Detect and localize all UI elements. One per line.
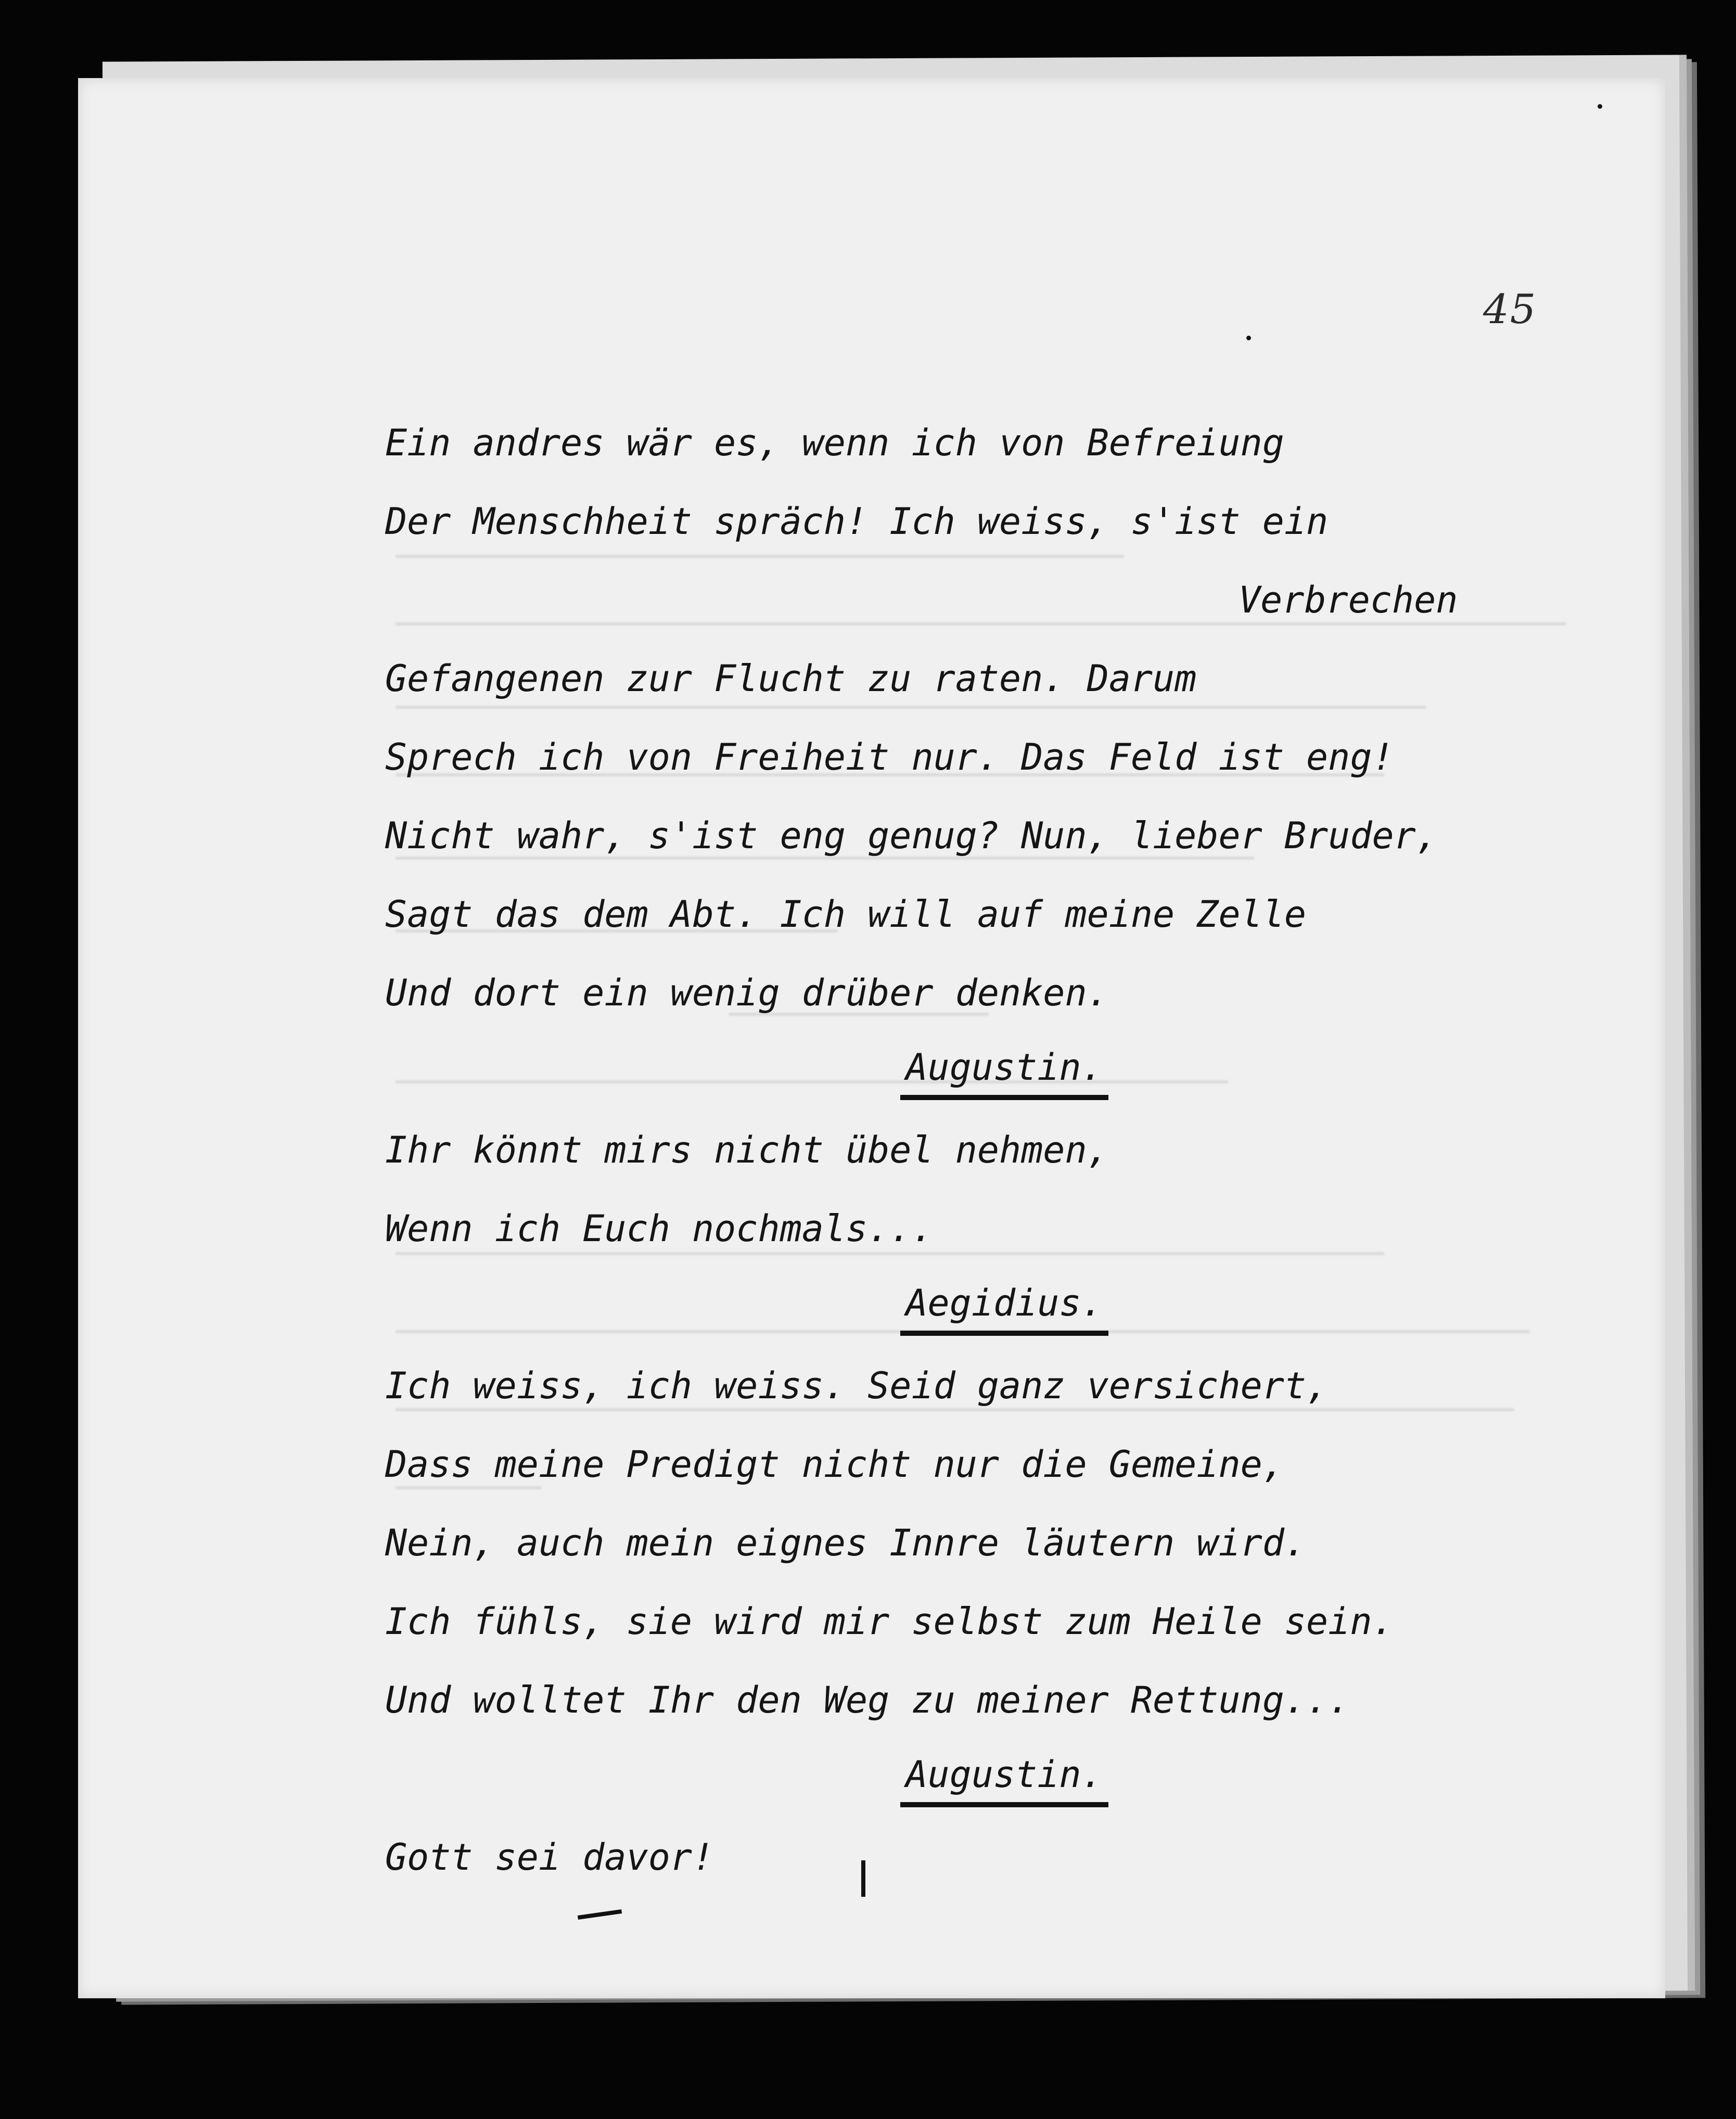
verse-line-6: Nicht wahr, s'ist eng genug? Nun, lieber Bruder, — [385, 814, 1438, 857]
verse-line-1: Ein andres wär es, wenn ich von Befreiung — [385, 422, 1284, 464]
speaker-augustin-1: Augustin. — [385, 1040, 1624, 1118]
speaker-aegidius: Aegidius. — [385, 1275, 1624, 1354]
verse-line-4: Gefangenen zur Flucht zu raten. Darum — [385, 657, 1197, 700]
ink-mark — [1598, 104, 1602, 109]
verse-line-17: Und wolltet Ihr den Weg zu meiner Rettung... — [385, 1679, 1350, 1721]
script-text — [385, 411, 1624, 1904]
verse-line-16: Ich fühls, sie wird mir selbst zum Heile sein. — [385, 1600, 1394, 1643]
verse-line-19: Gott sei davor! — [385, 1836, 714, 1879]
verse-line-5: Sprech ich von Freiheit nur. Das Feld ist eng! — [385, 736, 1394, 778]
ink-mark — [861, 1860, 865, 1897]
verse-line-8: Und dort ein wenig drüber denken. — [385, 972, 1109, 1014]
verse-line-14: Dass meine Predigt nicht nur die Gemeine, — [385, 1443, 1284, 1486]
ink-mark — [1246, 336, 1251, 340]
page-number: 45 — [1483, 286, 1537, 333]
ink-mark — [578, 1909, 622, 1920]
verse-line-3: Verbrechen — [1239, 579, 1458, 621]
verse-line-11: Wenn ich Euch nochmals... — [385, 1207, 934, 1250]
verse-line-10: Ihr könnt mirs nicht übel nehmen, — [385, 1129, 1109, 1171]
verse-line-7: Sagt das dem Abt. Ich will auf meine Zelle — [385, 893, 1307, 936]
verse-line-13: Ich weiss, ich weiss. Seid ganz versichert, — [385, 1364, 1329, 1407]
verse-line-15: Nein, auch mein eignes Innre läutern wird. — [385, 1522, 1307, 1564]
verse-line-2: Der Menschheit spräch! Ich weiss, s'ist ein — [385, 500, 1329, 543]
manuscript-page — [78, 78, 1665, 1998]
speaker-augustin-2: Augustin. — [385, 1747, 1624, 1826]
